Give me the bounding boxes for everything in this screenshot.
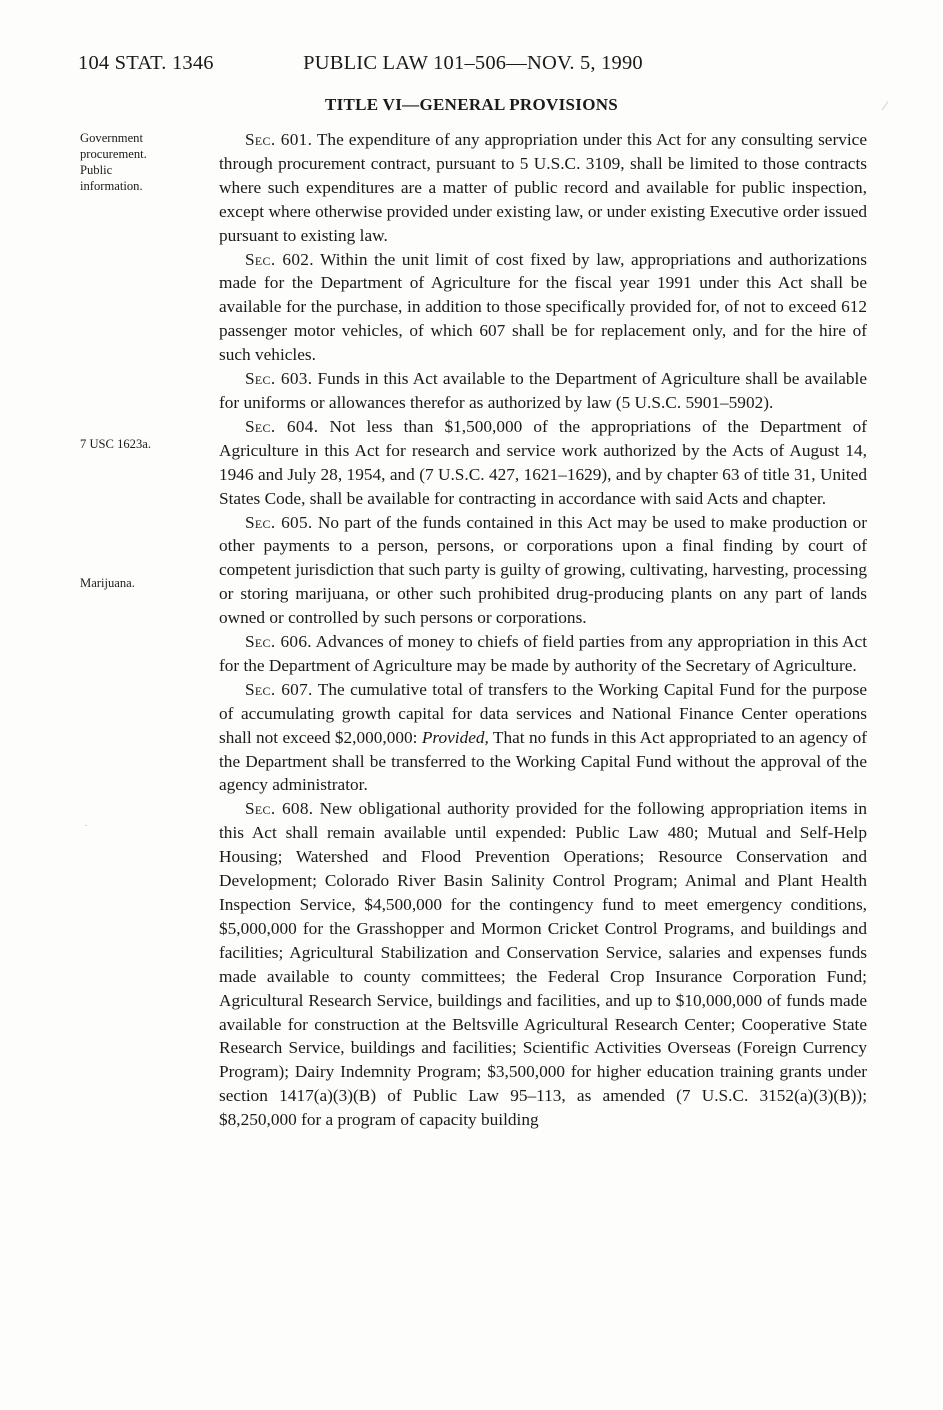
sidenote-government: Government	[80, 131, 143, 145]
sidenote-procurement: procurement.	[80, 147, 147, 161]
scan-artifact-mark: ⁄	[884, 98, 887, 113]
section-604-text: Not less than $1,500,000 of the appropriations of the Department of Agriculture in this Act for research and service work authorized by the Acts of August 14, 1946 and July 28, 1954, and (7 U.S.C. 427, 1621–1629), and by chapter 63 of title 31, United States Code, shall be available for contracting in accordance with said Acts and chapter.	[219, 416, 867, 508]
section-607-label: Sec. 607.	[245, 679, 313, 699]
section-601-text: The expenditure of any appropriation under this Act for any consulting service through procurement contract, pursuant to 5 U.S.C. 3109, shall be limited to those contracts where such expenditures are a matter of public record and available for public inspection, except where otherwise provided under existing law, or under existing Executive order issued pursuant to existing law.	[219, 130, 868, 245]
page-title: TITLE VI—GENERAL PROVISIONS	[324, 95, 619, 114]
section-608-paragraph	[219, 797, 867, 1132]
scan-artifact-speck: ·	[84, 820, 88, 832]
section-607-provided: Provided,	[421, 727, 489, 747]
section-605-text: No part of the funds contained in this Act may be used to make production or other payments to a person, persons, or corporations upon a final finding by court of competent jurisdiction that such party is guilty of growing, cultivating, harvesting, processing or storing marijuana, or other such prohibited drug-producing plants on any part of lands owned or controlled by such persons or corporations.	[219, 512, 867, 628]
section-602-label: Sec. 602.	[245, 249, 314, 269]
body-text-column	[219, 128, 867, 1132]
section-603-text: Funds in this Act available to the Department of Agriculture shall be available for uniforms or allowances therefor as authorized by law (5 U.S.C. 5901–5902).	[219, 369, 868, 412]
section-608-text: New obligational authority provided for the following appropriation items in this Act shall remain available until expended: Public Law 480; Mutual and Self-Help Housing; Watershed and Flood Prevention Operations; Resource Conservation and Development; Colorado River Basin Salinity Control Program; Animal and Plant Health Inspection Service, $4,500,000 for the contingency fund to meet emergency conditions, $5,000,000 for the Grasshopper and Mormon Cricket Control Programs, and buildings and facilities; Agricultural Stabilization and Conservation Service, salaries and expenses funds made available to county committees; the Federal Crop Insurance Corporation Fund; Agricultural Research Service, buildings and facilities, and up to $10,000,000 of funds made available for construction at the Beltsville Agricultural Research Center; Cooperative State Research Service, buildings and facilities; Scientific Activities Overseas (Foreign Currency Program); Dairy Indemnity Program; $3,500,000 for higher education training grants under section 1417(a)(3)(B) of Public Law 95–113, as amended (7 U.S.C. 3152(a)(3)(B)); $8,250,000 for a program of capacity building	[219, 799, 867, 1130]
section-606-label: Sec. 606.	[245, 632, 312, 652]
section-604-paragraph	[219, 415, 867, 511]
section-605-label: Sec. 605.	[245, 512, 313, 532]
section-604-label: Sec. 604.	[245, 416, 319, 436]
section-603-label: Sec. 603.	[245, 369, 313, 389]
page-header	[78, 52, 868, 78]
public-law-heading: PUBLIC LAW 101–506—NOV. 5, 1990	[303, 52, 643, 74]
section-607-paragraph	[219, 678, 867, 798]
section-606-paragraph	[219, 630, 867, 678]
sidenote-information: information.	[80, 179, 143, 193]
sidenote-usc-1623a: 7 USC 1623a.	[80, 437, 152, 451]
section-602-text: Within the unit limit of cost fixed by law, appropriations and authorizations made for the Department of Agriculture for the fiscal year 1991 under this Act shall be available for the purchase, in addition to those specifically provided for, of not to exceed 612 passenger motor vehicles, of which 607 shall be for replacement only, and for the hire of such vehicles.	[219, 249, 868, 365]
section-601-label: Sec. 601.	[245, 130, 313, 149]
sidenote-public: Public	[80, 163, 113, 177]
section-606-text: Advances of money to chiefs of field parties from any appropriation in this Act for the Department of Agriculture may be made by authority of the Secretary of Agriculture.	[219, 632, 868, 675]
section-608-label: Sec. 608.	[245, 799, 314, 819]
sidenote-marijuana: Marijuana.	[80, 576, 135, 590]
section-607-text-continued: That no funds in this Act appropriated to an agency of the Department shall be transferred to the Working Capital Fund without the approval of the agency administrator.	[219, 727, 867, 795]
section-602-paragraph	[219, 248, 867, 368]
section-601-paragraph	[219, 128, 867, 248]
section-603-paragraph	[219, 367, 867, 415]
statute-citation: 104 STAT. 1346	[78, 52, 214, 74]
section-605-paragraph	[219, 511, 867, 631]
section-607-text: The cumulative total of transfers to the Working Capital Fund for the purpose of accumulating growth capital for data services and National Finance Center operations shall not exceed $2,000,000:	[219, 679, 868, 747]
